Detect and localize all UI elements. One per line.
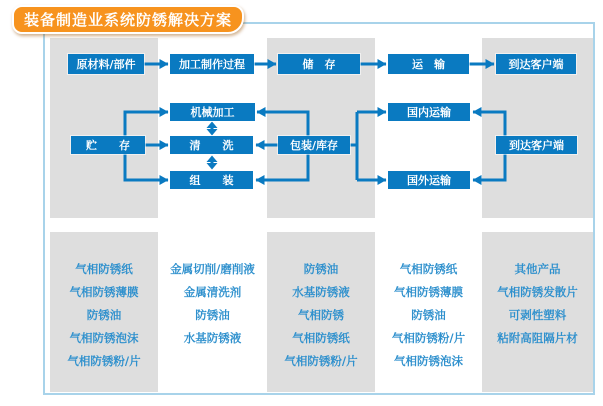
page-title-text: 装备制造业系统防锈解决方案 [23, 11, 232, 29]
product-item: 气相防锈发散片 [497, 285, 578, 299]
flow-box-assembly: 组 装 [170, 171, 253, 189]
flow-box-stockpile: 贮 存 [71, 136, 145, 154]
product-item: 气相防锈薄膜 [394, 285, 463, 299]
product-item: 金属清洗剂 [183, 285, 242, 299]
product-item: 金属切削/磨削液 [170, 262, 255, 276]
product-item: 气相防锈粉/片 [391, 331, 466, 345]
flow-box-raw-materials: 原材料/部件 [68, 54, 144, 74]
product-item: 气相防锈泡沫 [394, 354, 463, 368]
product-item: 气相防锈泡沫 [69, 331, 139, 345]
product-item: 防锈油 [303, 262, 339, 276]
flow-box-storage: 储 存 [278, 54, 360, 74]
flow-box-manufacturing-process: 加工制作过程 [170, 54, 254, 74]
product-item: 粘附高阻隔片材 [497, 331, 578, 345]
flow-box-international-transport: 国外运输 [388, 171, 470, 189]
flow-box-domestic-transport: 国内运输 [388, 103, 470, 121]
product-item: 防锈油 [411, 308, 446, 322]
flow-box-packaging-inventory: 包装/库存 [278, 136, 350, 154]
flow-box-machining: 机械加工 [170, 103, 255, 121]
flow-box-reach-client-top: 到达客户端 [496, 54, 576, 74]
product-list-col5 [482, 232, 593, 392]
product-item: 可剥性塑料 [508, 308, 567, 322]
page-title [12, 5, 244, 34]
product-item: 气相防锈粉/片 [284, 354, 358, 368]
flow-box-reach-client-mid: 到达客户端 [496, 136, 577, 154]
product-item: 气相防锈纸 [292, 331, 350, 345]
product-item: 气相防锈薄膜 [69, 285, 139, 299]
product-item: 防锈油 [195, 308, 230, 322]
product-list-col1 [50, 232, 158, 392]
product-item: 气相防锈 [298, 308, 344, 322]
product-list-col4 [375, 232, 482, 392]
product-item: 气相防锈纸 [75, 262, 133, 276]
product-item: 水基防锈液 [183, 331, 242, 345]
product-item: 气相防锈纸 [399, 262, 458, 276]
product-item: 水基防锈液 [292, 285, 350, 299]
product-item: 防锈油 [86, 308, 122, 322]
flow-box-transport: 运 输 [388, 54, 469, 74]
flow-box-cleaning: 清 洗 [170, 136, 253, 154]
product-item: 气相防锈粉/片 [67, 354, 141, 368]
product-list-col3 [267, 232, 375, 392]
product-item: 其他产品 [514, 262, 561, 276]
product-list-col2 [158, 232, 267, 392]
